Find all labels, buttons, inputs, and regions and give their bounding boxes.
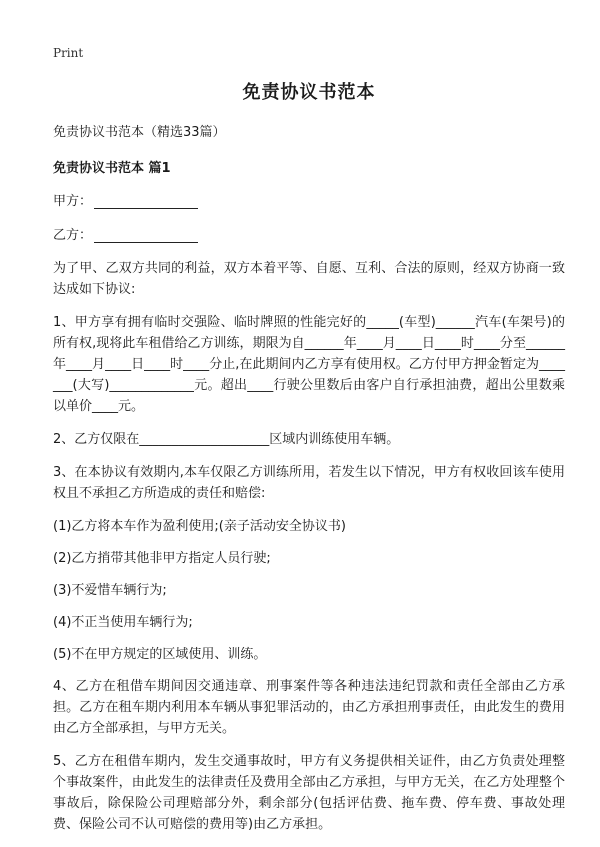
document-subtitle: 免责协议书范本（精选33篇） — [53, 125, 226, 140]
document-page — [53, 78, 565, 847]
list-item: (1)乙方将本车作为盈利使用;(亲子活动安全协议书) — [53, 519, 346, 534]
party-a-line — [53, 190, 565, 209]
party-a-blank — [94, 194, 198, 209]
list-item: (5)不在甲方规定的区域使用、训练。 — [53, 647, 267, 662]
paragraph-clause-5: 5、乙方在租借车期内，发生交通事故时，甲方有义务提供相关证件，由乙方负责处理整个事故案件，由此发生的法律责任及费用全部由乙方承担，与甲方无关，在乙方处理整个事故后，除保险公司理赔部分外，剩余部分(包括评估费、拖车费、停车费、事故处理费、保险公司不认可赔偿的费用等)由乙方承担。 — [53, 754, 565, 832]
chapter-heading: 免责协议书范本 篇1 — [53, 161, 171, 176]
paragraph-clause-4: 4、乙方在租借车期间因交通违章、刑事案件等各种违法违纪罚款和责任全部由乙方承担。乙方在租车期内利用本车辆从事犯罪活动的，由乙方承担刑事责任，由此发生的费用由乙方全部承担，与甲方无关。 — [53, 679, 565, 736]
list-item: (3)不爱惜车辆行为; — [53, 583, 167, 598]
paragraph-clause-2: 2、乙方仅限在____________________区域内训练使用车辆。 — [53, 432, 400, 447]
print-label: Print — [53, 46, 84, 60]
party-b-label: 乙方： — [53, 228, 93, 243]
list-item: (4)不正当使用车辆行为; — [53, 615, 193, 630]
paragraph-clause-3: 3、在本协议有效期内,本车仅限乙方训练所用，若发生以下情况，甲方有权收回该车使用权且不承担乙方所造成的责任和赔偿: — [53, 465, 565, 501]
paragraph-intro: 为了甲、乙双方共同的利益，双方本着平等、自愿、互利、合法的原则，经双方协商一致达成如下协议: — [53, 261, 565, 297]
document-title: 免责协议书范本 — [242, 82, 376, 103]
paragraph-clause-1: 1、甲方享有拥有临时交强险、临时牌照的性能完好的_____(车型)______汽车(车架号)的所有权,现将此车租借给乙方训练，期限为自______年____月____日____时____分至______年____月____日____时____分止,在此期间内乙方享有使用权。乙方付甲方押金暂定为_______(大写)_____________元。超出____行驶公里数后由客户自行承担油费，超出公里数乘以单价____元。 — [53, 315, 565, 414]
party-a-label: 甲方： — [53, 194, 93, 209]
party-b-line — [53, 224, 565, 243]
party-b-blank — [94, 228, 198, 243]
list-item: (2)乙方捎带其他非甲方指定人员行驶; — [53, 551, 271, 566]
